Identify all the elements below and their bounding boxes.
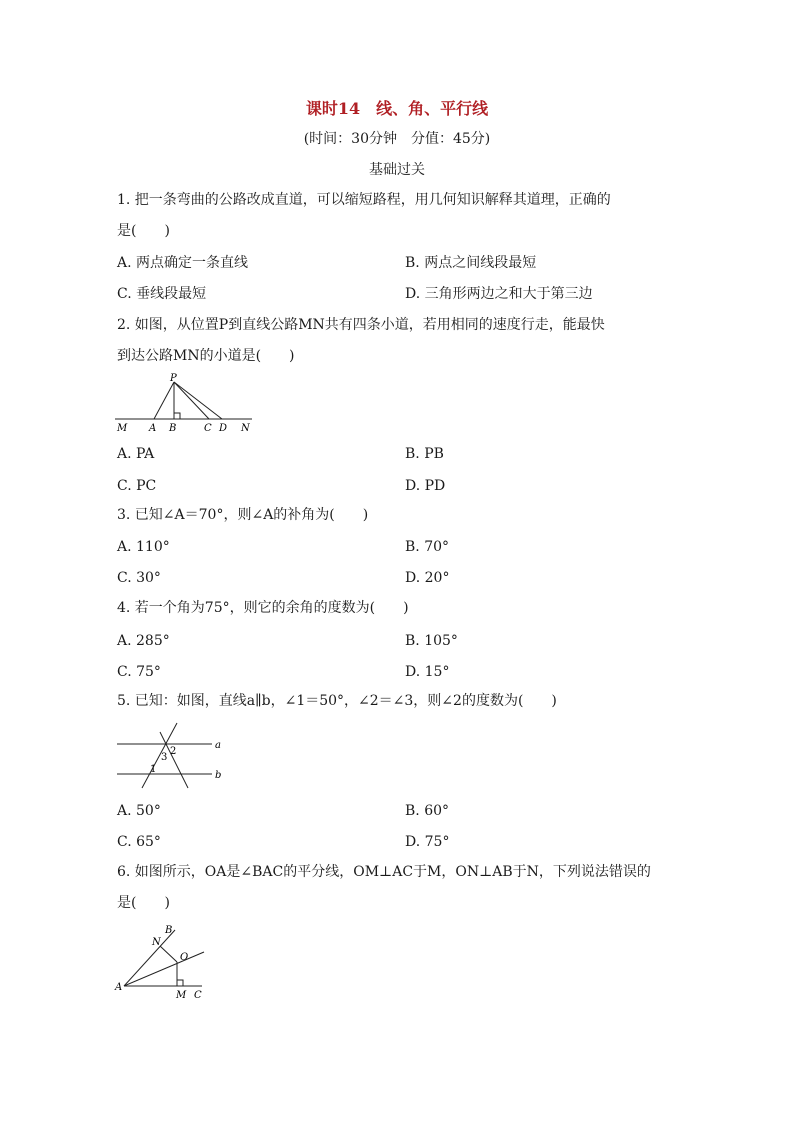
label-b: B [169, 423, 177, 434]
question-3-option-b[interactable]: B. 70° [405, 539, 450, 555]
label-point-m: M [176, 990, 187, 1001]
lesson-title: 课时14 线、角、平行线 [305, 99, 489, 118]
question-1-option-c[interactable]: C. 垂线段最短 [117, 286, 207, 302]
question-3-option-a[interactable]: A. 110° [117, 539, 170, 555]
label-p: P [170, 373, 177, 384]
question-6-line1: 6. 如图所示，OA是∠BAC的平分线，OM⊥AC于M，ON⊥AB于N，下列说法错误的 [117, 864, 651, 880]
question-3-option-c[interactable]: C. 30° [117, 570, 161, 586]
question-2-option-a[interactable]: A. PA [117, 446, 155, 462]
label-point-o: O [180, 952, 189, 963]
question-6-line2: 是( ) [117, 895, 170, 911]
question-5-option-c[interactable]: C. 65° [117, 834, 161, 850]
question-2-option-d[interactable]: D. PD [405, 478, 446, 494]
question-1-stem [117, 185, 682, 247]
section-heading: 基础过关 [369, 162, 425, 178]
question-3-option-d[interactable]: D. 20° [405, 570, 450, 586]
label-point-a: A [115, 982, 123, 993]
time-score-info: (时间：30分钟 分值：45分) [303, 131, 491, 147]
question-5-stem: 5. 已知：如图，直线a∥b，∠1＝50°，∠2＝∠3，则∠2的度数为( ) [117, 693, 557, 709]
question-4-option-b[interactable]: B. 105° [405, 633, 458, 649]
question-5-option-b[interactable]: B. 60° [405, 803, 450, 819]
question-1-line2: 是( ) [117, 223, 170, 239]
label-angle-1: 1 [150, 764, 157, 775]
question-2-stem [117, 310, 682, 372]
label-point-c: C [194, 990, 202, 1001]
question-1-option-b[interactable]: B. 两点之间线段最短 [405, 255, 537, 271]
label-c: C [204, 423, 212, 434]
figure-angle-bisector [112, 920, 212, 1005]
figure-road-paths [112, 372, 257, 434]
question-1-option-a[interactable]: A. 两点确定一条直线 [117, 255, 249, 271]
label-a: A [149, 423, 157, 434]
question-4-stem: 4. 若一个角为75°，则它的余角的度数为( ) [117, 600, 409, 616]
label-n: N [241, 423, 250, 434]
label-point-b: B [165, 925, 173, 936]
label-m: M [117, 423, 128, 434]
question-1-option-d[interactable]: D. 三角形两边之和大于第三边 [405, 286, 593, 302]
question-2-option-c[interactable]: C. PC [117, 478, 157, 494]
question-5-option-a[interactable]: A. 50° [117, 803, 161, 819]
question-4-option-c[interactable]: C. 75° [117, 664, 161, 680]
question-4-option-d[interactable]: D. 15° [405, 664, 450, 680]
question-1-line1: 1. 把一条弯曲的公路改成直道，可以缩短路程，用几何知识解释其道理，正确的 [117, 192, 611, 208]
question-3-stem: 3. 已知∠A＝70°，则∠A的补角为( ) [117, 507, 369, 523]
question-2-option-b[interactable]: B. PB [405, 446, 444, 462]
question-5-option-d[interactable]: D. 75° [405, 834, 450, 850]
figure-parallel-lines [112, 720, 227, 790]
question-6-stem [117, 857, 682, 919]
label-point-n: N [152, 937, 161, 948]
label-line-a: a [215, 740, 221, 751]
label-line-b: b [215, 770, 222, 781]
question-4-option-a[interactable]: A. 285° [117, 633, 170, 649]
label-angle-3: 3 [161, 752, 168, 763]
label-angle-2: 2 [170, 746, 177, 757]
question-2-line2: 到达公路MN的小道是( ) [117, 348, 295, 364]
label-d: D [219, 423, 228, 434]
question-2-line1: 2. 如图，从位置P到直线公路MN共有四条小道，若用相同的速度行走，能最快 [117, 317, 605, 333]
